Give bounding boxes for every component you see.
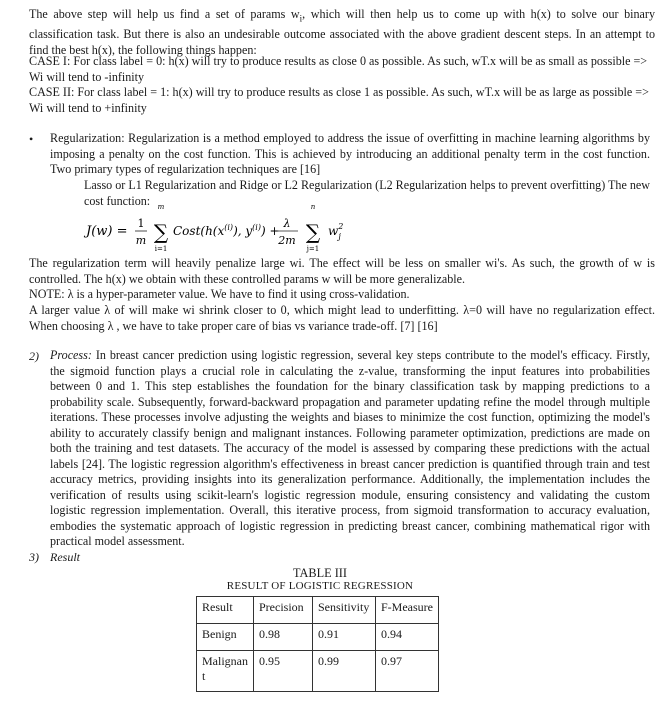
regularization-effect: The regularization term will heavily penalize large wi. The effect will be less on smaller wi's. As such, the growth of w is controlled. The h(x) we obtain with these controlled params w will be more generalizable. — [29, 256, 655, 286]
sum1-bottom: i=1 — [154, 245, 168, 253]
cost-function-formula — [60, 204, 560, 254]
table-caption: RESULT OF LOGISTIC REGRESSION — [226, 580, 414, 592]
process-paragraph — [50, 348, 650, 550]
result-number: 3) — [29, 550, 39, 564]
regularization-sub: Lasso or L1 Regularization and Ridge or L2 Regularization (L2 Regularization helps to prevent overfitting) The new cost function: — [84, 178, 651, 208]
table-title: TABLE III — [293, 566, 347, 580]
sum2-bottom: j=1 — [306, 245, 320, 253]
table-cell: 0.91 — [313, 624, 376, 651]
intro-text-rest: , which will then help us to come up with h(x) to solve our binary classification task. But there is also an undesirable outcome associated with the above gradient descent steps. In an attempt to find the best h(x), the following things happen: — [29, 7, 655, 57]
lambda-paragraph: A larger value λ of will make wi shrink closer to 0, which might lead to underfitting. λ=0 will have no regularization effect. When choosing λ , we have to take proper care of bias vs variance trade-off. [7] [16] — [29, 303, 655, 333]
table-cell: Malignan t — [197, 651, 254, 692]
result-heading: Result — [50, 550, 80, 564]
table-cell: 0.95 — [254, 651, 313, 692]
intro-text: The above step will help us find a set of params w — [29, 7, 300, 21]
header-cell: Result — [197, 597, 254, 624]
frac2-num: λ — [283, 217, 291, 230]
formula-lhs: J(w) = — [86, 224, 128, 239]
result-table — [196, 596, 439, 692]
sum2-sigma: ∑ — [305, 220, 321, 244]
formula-svg — [60, 204, 560, 254]
case-two: CASE II: For class label = 1: h(x) will try to produce results as close 1 as possible. As such, wT.x will be as large as possible => Wi will tend to +infinity — [29, 85, 649, 115]
formula-w: $w^2$ j — [328, 222, 344, 241]
regularization-paragraph: Regularization: Regularization is a method employed to address the issue of overfitting in machine learning algorithms by imposing a penalty on the cost function. This is achieved by introducing an additional penalty term in the cost function. Two primary types of regularization techniques are [16] — [50, 131, 650, 177]
header-cell: Precision — [254, 597, 313, 624]
table-cell: 0.97 — [376, 651, 439, 692]
formula-cost: $Cost(h(x^{(i)})$, $y^{(i)}$) + — [173, 223, 280, 238]
regularization-note: NOTE: λ is a hyper-parameter value. We have to find it using cross-validation. — [29, 287, 410, 301]
frac2-den: 2m — [278, 234, 296, 247]
table-cell: 0.98 — [254, 624, 313, 651]
process-heading: Process: — [50, 348, 92, 362]
process-number: 2) — [29, 349, 39, 363]
sum1-sigma: ∑ — [153, 220, 169, 244]
bullet-marker: • — [29, 132, 34, 146]
frac1-num: 1 — [137, 217, 145, 230]
intro-sub: i — [299, 13, 303, 24]
table-row — [197, 651, 439, 692]
frac1-den: m — [135, 234, 147, 247]
table-row — [197, 624, 439, 651]
table-cell: 0.99 — [313, 651, 376, 692]
table-cell: Benign — [197, 624, 254, 651]
process-text: In breast cancer prediction using logistic regression, several key steps contribute to the model's efficacy. Firstly, the sigmoid function plays a crucial role in calculating the z-value, transforming the input features into probabilities between 0 and 1. This step establishes the foundation for the binary classification task by mapping predictions to a probability scale. Subsequently, forward-backward propagation and parameter updating refine the model through multiple iterations. These processes involve adjusting the weights and biases to minimize the cost function, optimizing the model's ability to accurately classify benign and malignant instances. Following parameter optimization, predictions are made on both the training and test datasets. The accuracy of the model is assessed by comparing these predictions with the actual labels [24]. The logistic regression algorithm's effectiveness in breast cancer prediction is quantified through train and test accuracy metrics, providing insights into its generalization performance. Additionally, the implementation includes the verification of results using scikit-learn's logistic regression module, ensuring consistency and validating the custom logistic regression implementation. Overall, this iterative process, from sigmoid transformation to accuracy evaluation, embodies the systematic approach of logistic regression in predicting breast cancer, combining mathematical rigor with practical model assessment. — [50, 348, 650, 548]
header-cell: Sensitivity — [313, 597, 376, 624]
table-cell: 0.94 — [376, 624, 439, 651]
header-cell: F-Measure — [376, 597, 439, 624]
table-header-row — [197, 597, 439, 624]
intro-paragraph — [29, 7, 655, 58]
case-one: CASE I: For class label = 0: h(x) will try to produce results as close 0 as possible. As such, wT.x will be as small as possible => Wi will tend to -infinity — [29, 54, 648, 84]
sum2-top: n — [310, 204, 316, 211]
sum1-top: m — [157, 204, 165, 211]
